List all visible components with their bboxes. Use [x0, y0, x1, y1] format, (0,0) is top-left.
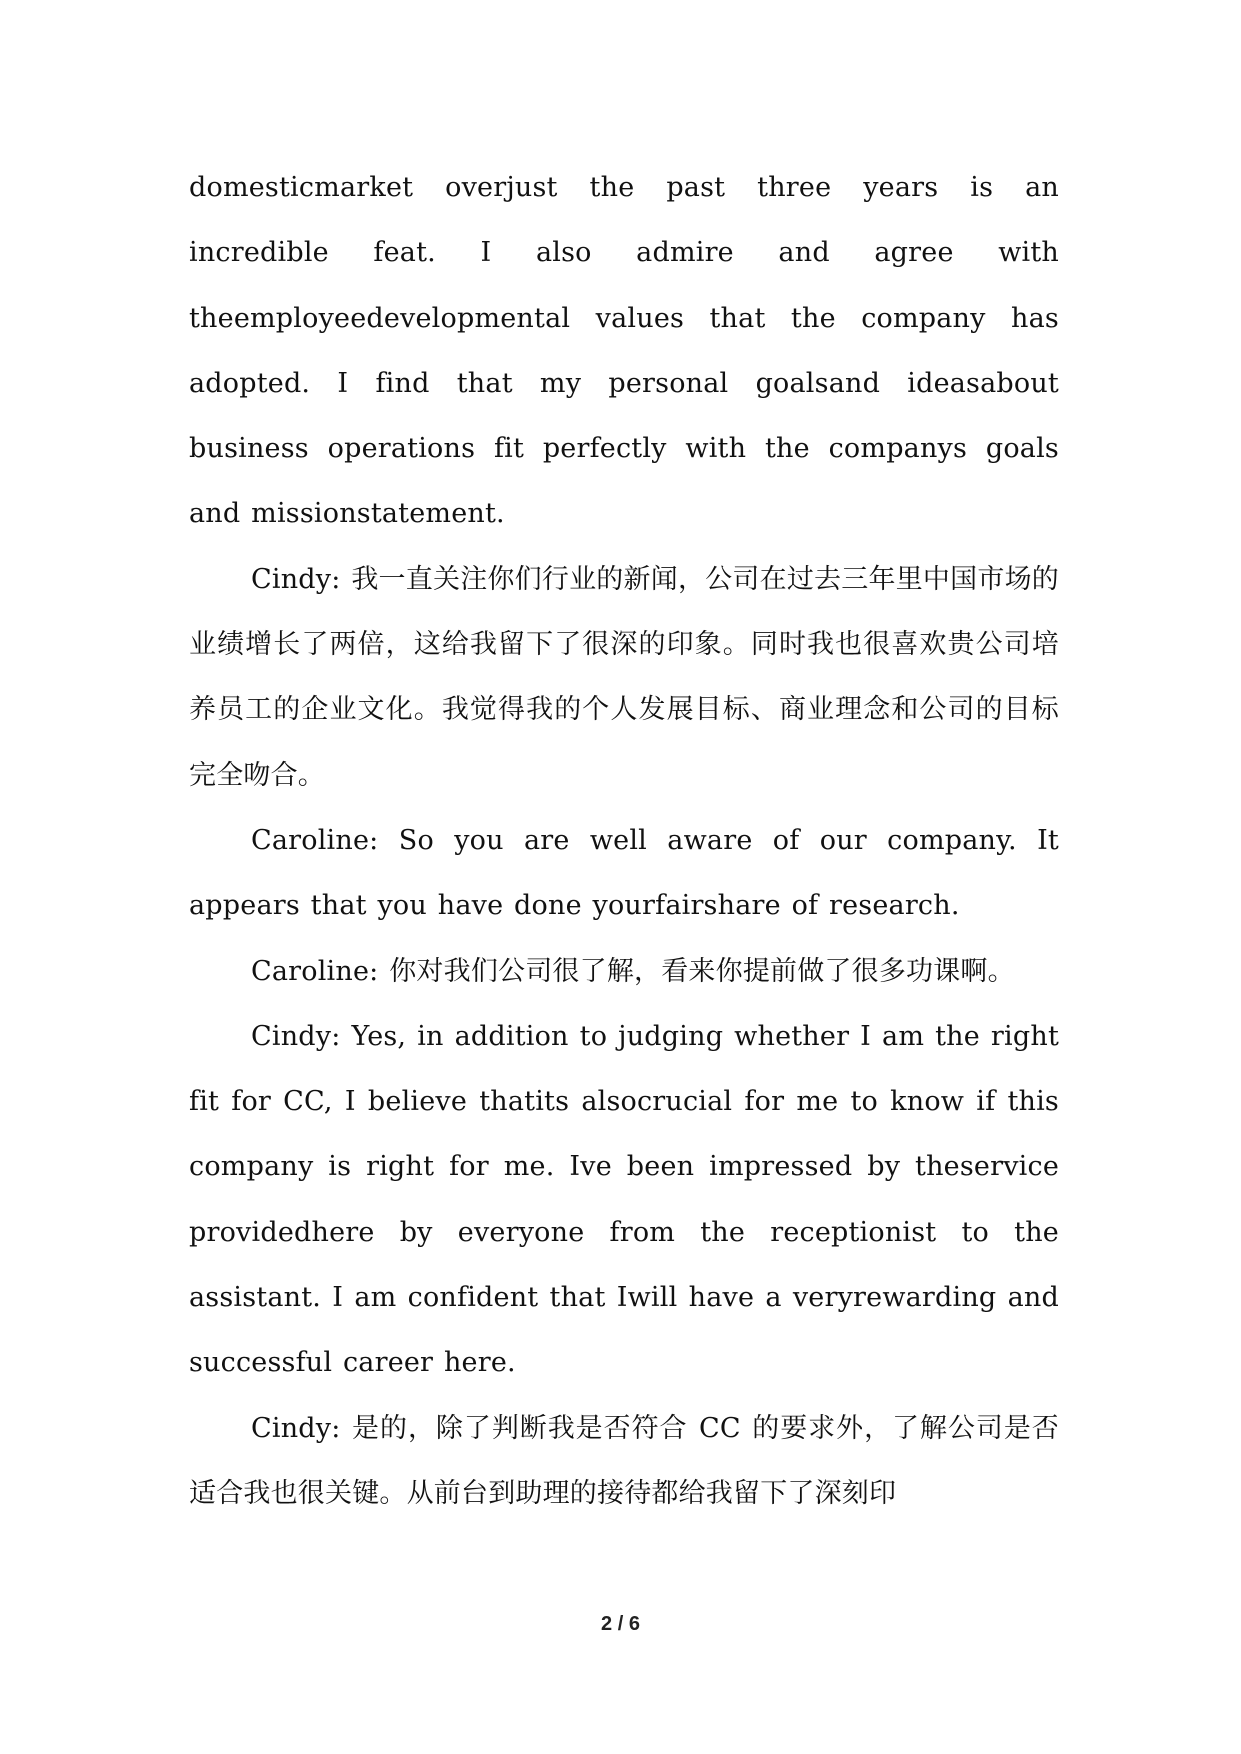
paragraph-5: Cindy: Yes, in addition to judging whether I am the right fit for CC, I believe thatits alsocrucial for me to know if this company is right for me. Ive been impressed by theservice providedhere by everyone from the receptionist to the assistant. I am confident that Iwill have a veryrewarding and successful career here. [189, 1020, 1059, 1379]
paragraph-6: Cindy: 是的，除了判断我是否符合 CC 的要求外，了解公司是否适合我也很关键。从前台到助理的接待都给我留下了深刻印 [189, 1412, 1059, 1509]
page-number: 2 / 6 [601, 1613, 640, 1635]
paragraph-1: domesticmarket overjust the past three years is an incredible feat. I also admire and agree with theemployeedevelopmental values that the company has adopted. I find that my personal goalsand ideasabout business operations fit perfectly with the companys goals and missionstatement. [189, 172, 1059, 530]
paragraph-4: Caroline: 你对我们公司很了解，看来你提前做了很多功课啊。 [251, 955, 1015, 987]
document-body [189, 155, 1059, 1526]
paragraph-3: Caroline: So you are well aware of our company. It appears that you have done yourfairshare of research. [189, 824, 1059, 922]
paragraph-2: Cindy: 我一直关注你们行业的新闻，公司在过去三年里中国市场的业绩增长了两倍，这给我留下了很深的印象。同时我也很喜欢贵公司培养员工的企业文化。我觉得我的个人发展目标、商业理念和公司的目标完全吻合。 [189, 563, 1059, 791]
